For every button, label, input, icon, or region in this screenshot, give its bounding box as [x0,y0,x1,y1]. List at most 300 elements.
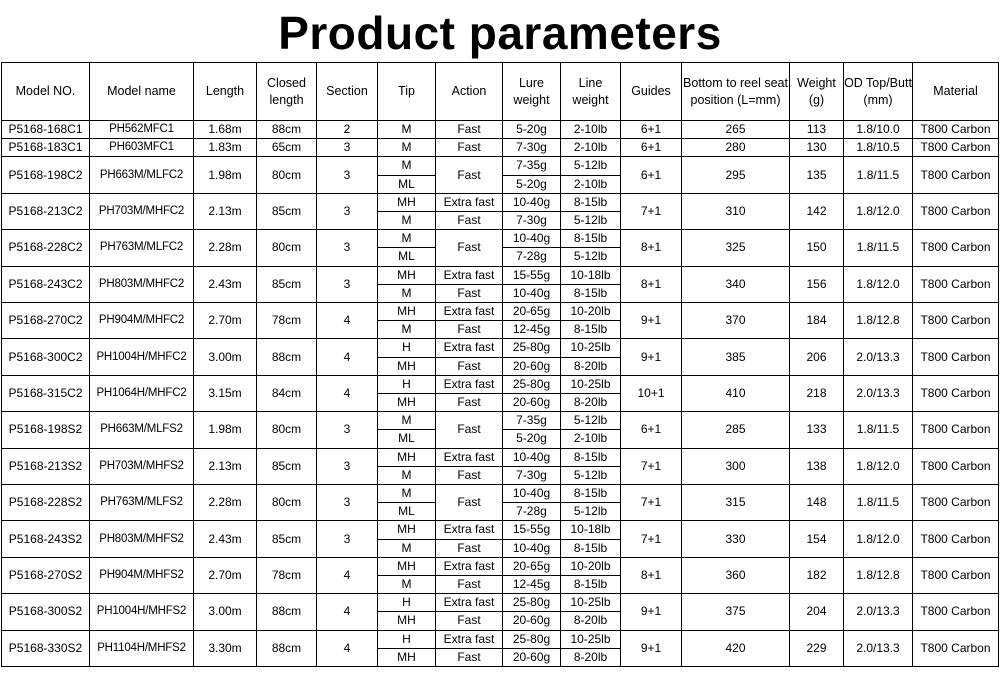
tip-cell: ML [378,503,436,521]
closed-length-cell: 85cm [257,521,317,557]
model-name-cell: PH803M/MHFC2 [90,266,194,302]
tip-cell: MH [378,557,436,575]
header-tip: Tip [378,63,436,121]
guides-cell: 6+1 [621,121,682,139]
model-name-cell: PH763M/MLFC2 [90,230,194,266]
lure-weight-cell: 15-55g [503,266,561,284]
action-cell: Extra fast [436,193,503,211]
action-cell: Fast [436,321,503,339]
model-name-cell: PH663M/MLFC2 [90,157,194,193]
tip-cell: ML [378,430,436,448]
action-cell: Extra fast [436,594,503,612]
reel-seat-cell: 375 [682,594,790,630]
length-cell: 2.70m [194,303,257,339]
section-cell: 3 [317,485,378,521]
lure-weight-cell: 5-20g [503,121,561,139]
model-no-cell: P5168-300C2 [2,339,90,375]
weight-cell: 113 [790,121,844,139]
action-cell: Extra fast [436,375,503,393]
reel-seat-cell: 325 [682,230,790,266]
line-weight-cell: 10-25lb [561,594,621,612]
table-row [2,557,999,575]
tip-cell: MH [378,266,436,284]
reel-seat-cell: 370 [682,303,790,339]
lure-weight-cell: 20-65g [503,557,561,575]
section-cell: 4 [317,375,378,411]
lure-weight-cell: 10-40g [503,230,561,248]
action-cell: Extra fast [436,266,503,284]
lure-weight-cell: 7-30g [503,212,561,230]
guides-cell: 6+1 [621,139,682,157]
length-cell: 2.13m [194,448,257,484]
lure-weight-cell: 10-40g [503,284,561,302]
model-no-cell: P5168-243S2 [2,521,90,557]
action-cell: Extra fast [436,557,503,575]
od-cell: 1.8/10.5 [844,139,913,157]
material-cell: T800 Carbon [913,412,999,448]
tip-cell: M [378,139,436,157]
reel-seat-cell: 420 [682,630,790,666]
line-weight-cell: 8-15lb [561,485,621,503]
section-cell: 4 [317,630,378,666]
model-name-cell: PH763M/MLFS2 [90,485,194,521]
weight-cell: 156 [790,266,844,302]
tip-cell: M [378,212,436,230]
tip-cell: MH [378,303,436,321]
closed-length-cell: 80cm [257,157,317,193]
header-weight: Weight (g) [790,63,844,121]
weight-cell: 150 [790,230,844,266]
product-parameters-table [1,62,999,667]
lure-weight-cell: 12-45g [503,576,561,594]
model-no-cell: P5168-168C1 [2,121,90,139]
model-name-cell: PH1004H/MHFS2 [90,594,194,630]
line-weight-cell: 10-25lb [561,630,621,648]
lure-weight-cell: 10-40g [503,448,561,466]
line-weight-cell: 10-18lb [561,521,621,539]
tip-cell: ML [378,248,436,266]
weight-cell: 206 [790,339,844,375]
lure-weight-cell: 10-40g [503,539,561,557]
section-cell: 3 [317,139,378,157]
length-cell: 3.15m [194,375,257,411]
closed-length-cell: 88cm [257,630,317,666]
action-cell: Extra fast [436,521,503,539]
model-name-cell: PH1004H/MHFC2 [90,339,194,375]
od-cell: 1.8/11.5 [844,230,913,266]
tip-cell: MH [378,394,436,412]
table-row [2,266,999,284]
closed-length-cell: 85cm [257,266,317,302]
model-name-cell: PH803M/MHFS2 [90,521,194,557]
header-closed-length: Closed length [257,63,317,121]
header-line-weight: Line weight [561,63,621,121]
tip-cell: H [378,630,436,648]
line-weight-cell: 8-20lb [561,612,621,630]
length-cell: 1.68m [194,121,257,139]
reel-seat-cell: 315 [682,485,790,521]
length-cell: 2.28m [194,485,257,521]
material-cell: T800 Carbon [913,521,999,557]
guides-cell: 9+1 [621,630,682,666]
model-no-cell: P5168-300S2 [2,594,90,630]
tip-cell: M [378,230,436,248]
table-row [2,230,999,248]
lure-weight-cell: 5-20g [503,175,561,193]
material-cell: T800 Carbon [913,121,999,139]
action-cell: Fast [436,466,503,484]
action-cell: Fast [436,157,503,193]
material-cell: T800 Carbon [913,230,999,266]
section-cell: 4 [317,303,378,339]
action-cell: Fast [436,539,503,557]
tip-cell: H [378,339,436,357]
od-cell: 1.8/12.0 [844,448,913,484]
closed-length-cell: 65cm [257,139,317,157]
model-no-cell: P5168-228C2 [2,230,90,266]
reel-seat-cell: 265 [682,121,790,139]
line-weight-cell: 8-15lb [561,539,621,557]
closed-length-cell: 80cm [257,485,317,521]
guides-cell: 9+1 [621,303,682,339]
header-length: Length [194,63,257,121]
line-weight-cell: 10-20lb [561,303,621,321]
lure-weight-cell: 7-30g [503,139,561,157]
weight-cell: 138 [790,448,844,484]
line-weight-cell: 10-18lb [561,266,621,284]
tip-cell: MH [378,193,436,211]
section-cell: 3 [317,157,378,193]
closed-length-cell: 80cm [257,230,317,266]
closed-length-cell: 88cm [257,339,317,375]
length-cell: 1.83m [194,139,257,157]
tip-cell: M [378,576,436,594]
line-weight-cell: 8-20lb [561,394,621,412]
action-cell: Fast [436,412,503,448]
tip-cell: H [378,594,436,612]
weight-cell: 148 [790,485,844,521]
action-cell: Extra fast [436,303,503,321]
line-weight-cell: 8-20lb [561,357,621,375]
length-cell: 1.98m [194,412,257,448]
table-row [2,485,999,503]
lure-weight-cell: 25-80g [503,594,561,612]
header-model-no: Model NO. [2,63,90,121]
material-cell: T800 Carbon [913,594,999,630]
guides-cell: 7+1 [621,485,682,521]
guides-cell: 6+1 [621,157,682,193]
length-cell: 2.13m [194,193,257,229]
model-name-cell: PH1064H/MHFC2 [90,375,194,411]
model-no-cell: P5168-315C2 [2,375,90,411]
lure-weight-cell: 12-45g [503,321,561,339]
tip-cell: M [378,466,436,484]
closed-length-cell: 78cm [257,303,317,339]
od-cell: 2.0/13.3 [844,339,913,375]
action-cell: Fast [436,284,503,302]
lure-weight-cell: 7-35g [503,157,561,175]
section-cell: 4 [317,594,378,630]
lure-weight-cell: 20-60g [503,394,561,412]
table-row [2,339,999,357]
reel-seat-cell: 300 [682,448,790,484]
action-cell: Extra fast [436,448,503,466]
line-weight-cell: 5-12lb [561,157,621,175]
lure-weight-cell: 10-40g [503,193,561,211]
tip-cell: M [378,157,436,175]
section-cell: 2 [317,121,378,139]
od-cell: 1.8/11.5 [844,412,913,448]
material-cell: T800 Carbon [913,266,999,302]
material-cell: T800 Carbon [913,485,999,521]
closed-length-cell: 84cm [257,375,317,411]
reel-seat-cell: 310 [682,193,790,229]
material-cell: T800 Carbon [913,193,999,229]
line-weight-cell: 5-12lb [561,503,621,521]
action-cell: Fast [436,139,503,157]
lure-weight-cell: 5-20g [503,430,561,448]
model-no-cell: P5168-213C2 [2,193,90,229]
header-reel-seat-position: Bottom to reel seat position (L=mm) [682,63,790,121]
guides-cell: 8+1 [621,557,682,593]
material-cell: T800 Carbon [913,630,999,666]
model-name-cell: PH663M/MLFS2 [90,412,194,448]
tip-cell: M [378,539,436,557]
line-weight-cell: 8-15lb [561,448,621,466]
length-cell: 2.43m [194,266,257,302]
line-weight-cell: 8-15lb [561,193,621,211]
length-cell: 3.00m [194,594,257,630]
lure-weight-cell: 7-28g [503,248,561,266]
action-cell: Fast [436,576,503,594]
model-name-cell: PH904M/MHFS2 [90,557,194,593]
model-name-cell: PH1104H/MHFS2 [90,630,194,666]
length-cell: 3.30m [194,630,257,666]
weight-cell: 204 [790,594,844,630]
od-cell: 1.8/12.0 [844,521,913,557]
od-cell: 2.0/13.3 [844,630,913,666]
table-header-row [2,63,999,121]
line-weight-cell: 8-15lb [561,321,621,339]
action-cell: Fast [436,612,503,630]
weight-cell: 142 [790,193,844,229]
header-od-top-butt: OD Top/Butt (mm) [844,63,913,121]
tip-cell: M [378,284,436,302]
page-title: Product parameters [278,7,722,59]
line-weight-cell: 8-15lb [561,576,621,594]
guides-cell: 7+1 [621,521,682,557]
tip-cell: M [378,412,436,430]
table-row [2,448,999,466]
section-cell: 4 [317,339,378,375]
od-cell: 1.8/12.0 [844,193,913,229]
table-row [2,521,999,539]
lure-weight-cell: 10-40g [503,485,561,503]
weight-cell: 184 [790,303,844,339]
closed-length-cell: 85cm [257,448,317,484]
section-cell: 3 [317,521,378,557]
line-weight-cell: 5-12lb [561,412,621,430]
action-cell: Fast [436,394,503,412]
material-cell: T800 Carbon [913,557,999,593]
section-cell: 3 [317,266,378,302]
closed-length-cell: 85cm [257,193,317,229]
section-cell: 3 [317,193,378,229]
od-cell: 1.8/12.0 [844,266,913,302]
guides-cell: 7+1 [621,448,682,484]
table-row [2,594,999,612]
guides-cell: 8+1 [621,230,682,266]
reel-seat-cell: 330 [682,521,790,557]
line-weight-cell: 8-20lb [561,648,621,666]
length-cell: 3.00m [194,339,257,375]
reel-seat-cell: 410 [682,375,790,411]
header-material: Material [913,63,999,121]
action-cell: Fast [436,357,503,375]
weight-cell: 130 [790,139,844,157]
reel-seat-cell: 295 [682,157,790,193]
line-weight-cell: 10-25lb [561,375,621,393]
lure-weight-cell: 20-60g [503,648,561,666]
guides-cell: 6+1 [621,412,682,448]
guides-cell: 10+1 [621,375,682,411]
weight-cell: 229 [790,630,844,666]
od-cell: 1.8/11.5 [844,157,913,193]
line-weight-cell: 5-12lb [561,212,621,230]
tip-cell: MH [378,357,436,375]
reel-seat-cell: 385 [682,339,790,375]
model-no-cell: P5168-330S2 [2,630,90,666]
lure-weight-cell: 20-60g [503,612,561,630]
line-weight-cell: 2-10lb [561,121,621,139]
line-weight-cell: 5-12lb [561,466,621,484]
header-section: Section [317,63,378,121]
model-name-cell: PH603MFC1 [90,139,194,157]
length-cell: 2.70m [194,557,257,593]
lure-weight-cell: 7-35g [503,412,561,430]
action-cell: Fast [436,212,503,230]
lure-weight-cell: 7-30g [503,466,561,484]
lure-weight-cell: 25-80g [503,630,561,648]
action-cell: Fast [436,121,503,139]
reel-seat-cell: 340 [682,266,790,302]
material-cell: T800 Carbon [913,375,999,411]
tip-cell: MH [378,612,436,630]
material-cell: T800 Carbon [913,448,999,484]
header-model-name: Model name [90,63,194,121]
model-no-cell: P5168-228S2 [2,485,90,521]
tip-cell: MH [378,448,436,466]
lure-weight-cell: 25-80g [503,375,561,393]
model-name-cell: PH703M/MHFC2 [90,193,194,229]
action-cell: Fast [436,230,503,266]
length-cell: 1.98m [194,157,257,193]
line-weight-cell: 2-10lb [561,430,621,448]
model-no-cell: P5168-183C1 [2,139,90,157]
od-cell: 2.0/13.3 [844,594,913,630]
tip-cell: H [378,375,436,393]
material-cell: T800 Carbon [913,339,999,375]
od-cell: 1.8/10.0 [844,121,913,139]
guides-cell: 7+1 [621,193,682,229]
length-cell: 2.28m [194,230,257,266]
model-no-cell: P5168-198C2 [2,157,90,193]
header-action: Action [436,63,503,121]
model-no-cell: P5168-213S2 [2,448,90,484]
lure-weight-cell: 20-65g [503,303,561,321]
line-weight-cell: 2-10lb [561,139,621,157]
line-weight-cell: 8-15lb [561,284,621,302]
tip-cell: ML [378,175,436,193]
length-cell: 2.43m [194,521,257,557]
closed-length-cell: 88cm [257,594,317,630]
section-cell: 3 [317,412,378,448]
model-name-cell: PH904M/MHFC2 [90,303,194,339]
reel-seat-cell: 285 [682,412,790,448]
material-cell: T800 Carbon [913,303,999,339]
guides-cell: 9+1 [621,339,682,375]
weight-cell: 135 [790,157,844,193]
model-name-cell: PH703M/MHFS2 [90,448,194,484]
line-weight-cell: 2-10lb [561,175,621,193]
section-cell: 4 [317,557,378,593]
tip-cell: M [378,485,436,503]
action-cell: Extra fast [436,339,503,357]
weight-cell: 218 [790,375,844,411]
section-cell: 3 [317,230,378,266]
model-name-cell: PH562MFC1 [90,121,194,139]
line-weight-cell: 10-25lb [561,339,621,357]
weight-cell: 133 [790,412,844,448]
lure-weight-cell: 20-60g [503,357,561,375]
table-body [2,121,999,667]
table-row [2,303,999,321]
od-cell: 1.8/12.8 [844,557,913,593]
table-row [2,630,999,648]
od-cell: 2.0/13.3 [844,375,913,411]
model-no-cell: P5168-243C2 [2,266,90,302]
lure-weight-cell: 15-55g [503,521,561,539]
table-row [2,412,999,430]
lure-weight-cell: 25-80g [503,339,561,357]
tip-cell: MH [378,648,436,666]
header-guides: Guides [621,63,682,121]
model-no-cell: P5168-270C2 [2,303,90,339]
header-lure-weight: Lure weight [503,63,561,121]
action-cell: Fast [436,648,503,666]
line-weight-cell: 8-15lb [561,230,621,248]
closed-length-cell: 80cm [257,412,317,448]
section-cell: 3 [317,448,378,484]
table-row [2,193,999,211]
tip-cell: M [378,321,436,339]
table-row [2,157,999,175]
od-cell: 1.8/12.8 [844,303,913,339]
action-cell: Extra fast [436,630,503,648]
line-weight-cell: 10-20lb [561,557,621,575]
tip-cell: MH [378,521,436,539]
model-no-cell: P5168-270S2 [2,557,90,593]
material-cell: T800 Carbon [913,157,999,193]
closed-length-cell: 78cm [257,557,317,593]
guides-cell: 9+1 [621,594,682,630]
weight-cell: 182 [790,557,844,593]
action-cell: Fast [436,485,503,521]
model-no-cell: P5168-198S2 [2,412,90,448]
line-weight-cell: 5-12lb [561,248,621,266]
material-cell: T800 Carbon [913,139,999,157]
od-cell: 1.8/11.5 [844,485,913,521]
